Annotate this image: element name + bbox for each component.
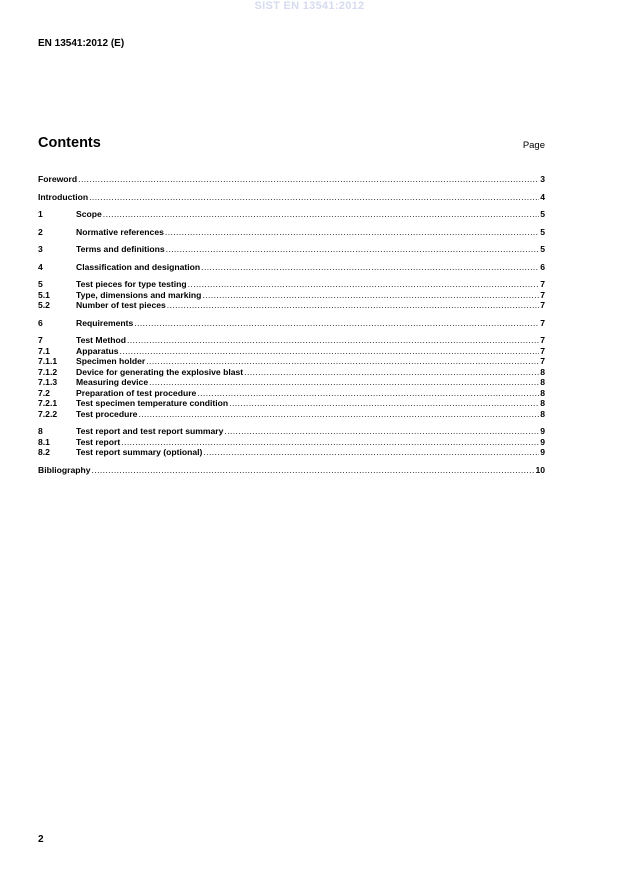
toc-entry-title: Specimen holder <box>76 356 146 366</box>
toc-entry-page: 3 <box>540 174 545 184</box>
toc-entry[interactable] <box>38 426 545 437</box>
toc-entry-page: 7 <box>540 356 545 366</box>
toc-entry-title: Test report summary (optional) <box>76 447 203 457</box>
toc-entry-page: 7 <box>540 317 545 328</box>
toc-dot-leader <box>201 262 539 273</box>
toc-entry[interactable] <box>38 409 545 420</box>
toc-entry[interactable] <box>38 388 545 399</box>
toc-entry-title: Type, dimensions and marking <box>76 289 202 300</box>
toc-entry-title: Test report <box>76 436 121 447</box>
toc-entry-page: 8 <box>540 398 545 408</box>
toc-entry-number: 1 <box>38 209 43 219</box>
toc-entry-number: 8.2 <box>38 447 50 457</box>
toc-entry-title: Bibliography <box>38 464 91 475</box>
toc-dot-leader <box>138 409 539 420</box>
toc-entry-title: Foreword <box>38 174 78 184</box>
toc-dot-leader <box>188 279 540 290</box>
toc-entry-title: Scope <box>76 209 102 219</box>
toc-entry[interactable] <box>38 356 545 367</box>
toc-entry-page: 7 <box>540 335 545 345</box>
toc-entry-page: 5 <box>540 244 545 254</box>
toc-entry-page: 9 <box>540 447 545 457</box>
toc-entry-title: Measuring device <box>76 377 149 387</box>
toc-dot-leader <box>197 388 539 399</box>
contents-title: Contents <box>38 135 101 151</box>
toc-entry[interactable] <box>38 346 545 357</box>
toc-entry-number: 5 <box>38 279 43 289</box>
toc-dot-leader <box>203 447 539 458</box>
toc-entry-page: 4 <box>540 191 545 202</box>
toc-entry-title: Introduction <box>38 191 89 202</box>
toc-entry[interactable] <box>38 377 545 388</box>
toc-entry-title: Classification and designation <box>76 261 201 272</box>
toc-dot-leader <box>89 192 539 203</box>
toc-entry[interactable] <box>38 174 545 185</box>
toc-entry-page: 7 <box>540 289 545 300</box>
toc-entry-page: 9 <box>540 436 545 447</box>
toc-entry-title: Requirements <box>76 317 134 328</box>
toc-entry-title: Device for generating the explosive blast <box>76 366 244 377</box>
toc-entry-title: Test Method <box>76 335 126 345</box>
toc-entry-number: 7.2.2 <box>38 408 58 419</box>
toc-entry-number: 3 <box>38 244 43 254</box>
toc-entry-number: 5.2 <box>38 300 50 310</box>
toc-entry-page: 8 <box>540 408 545 419</box>
toc-dot-leader <box>224 426 539 437</box>
toc-dot-leader <box>202 290 539 301</box>
toc-entry[interactable] <box>38 335 545 346</box>
toc-dot-leader <box>120 346 540 357</box>
toc-entry[interactable] <box>38 398 545 409</box>
toc-dot-leader <box>146 356 539 367</box>
toc-entry-page: 7 <box>540 279 545 289</box>
toc-entry-title: Normative references <box>76 226 164 237</box>
toc-entry-page: 7 <box>540 300 545 310</box>
toc-entry-title: Preparation of test procedure <box>76 387 197 398</box>
toc-entry[interactable] <box>38 209 545 220</box>
toc-entry[interactable] <box>38 437 545 448</box>
toc-entry[interactable] <box>38 192 545 203</box>
toc-entry-number: 8.1 <box>38 436 50 447</box>
toc-entry-number: 7.2 <box>38 387 50 398</box>
toc-entry-page: 9 <box>540 426 545 436</box>
toc-entry-title: Test specimen temperature condition <box>76 398 229 408</box>
toc-entry-page: 8 <box>540 377 545 387</box>
toc-dot-leader <box>127 335 539 346</box>
toc-entry-page: 7 <box>540 345 545 356</box>
table-of-contents <box>38 174 545 475</box>
toc-entry-page: 8 <box>540 387 545 398</box>
toc-entry-number: 8 <box>38 426 43 436</box>
toc-entry-number: 7.1 <box>38 345 50 356</box>
toc-dot-leader <box>166 244 540 255</box>
toc-entry-page: 5 <box>540 209 545 219</box>
toc-entry-page: 6 <box>540 261 545 272</box>
toc-entry[interactable] <box>38 465 545 476</box>
page-number: 2 <box>38 834 44 845</box>
toc-entry-title: Test procedure <box>76 408 138 419</box>
toc-entry[interactable] <box>38 262 545 273</box>
toc-entry-number: 7.1.2 <box>38 366 58 377</box>
toc-dot-leader <box>134 318 539 329</box>
toc-entry[interactable] <box>38 318 545 329</box>
toc-entry-number: 7.1.3 <box>38 377 58 387</box>
toc-entry[interactable] <box>38 300 545 311</box>
toc-entry-page: 10 <box>535 464 545 475</box>
toc-entry-title: Test pieces for type testing <box>76 279 187 289</box>
toc-dot-leader <box>121 437 539 448</box>
toc-entry-page: 8 <box>540 366 545 377</box>
toc-entry[interactable] <box>38 290 545 301</box>
toc-dot-leader <box>149 377 539 388</box>
watermark: SIST EN 13541:2012 <box>254 0 365 12</box>
toc-entry-number: 2 <box>38 226 43 237</box>
page-column-heading: Page <box>522 140 545 151</box>
toc-entry[interactable] <box>38 279 545 290</box>
toc-dot-leader <box>229 398 539 409</box>
toc-entry-page: 5 <box>540 226 545 237</box>
toc-dot-leader <box>244 367 539 378</box>
toc-entry-number: 7 <box>38 335 43 345</box>
toc-dot-leader <box>165 227 539 238</box>
toc-entry-number: 4 <box>38 261 43 272</box>
toc-entry-title: Test report and test report summary <box>76 426 224 436</box>
toc-dot-leader <box>103 209 539 220</box>
toc-entry[interactable] <box>38 244 545 255</box>
toc-dot-leader <box>167 300 539 311</box>
toc-entry-title: Apparatus <box>76 345 119 356</box>
toc-entry-number: 7.1.1 <box>38 356 58 366</box>
toc-entry-number: 5.1 <box>38 289 50 300</box>
document-id: EN 13541:2012 (E) <box>38 38 125 49</box>
toc-entry[interactable] <box>38 447 545 458</box>
toc-entry-number: 7.2.1 <box>38 398 58 408</box>
toc-entry[interactable] <box>38 227 545 238</box>
toc-dot-leader <box>92 465 535 476</box>
toc-entry[interactable] <box>38 367 545 378</box>
toc-dot-leader <box>78 174 539 185</box>
toc-entry-title: Number of test pieces <box>76 300 166 310</box>
toc-entry-number: 6 <box>38 317 43 328</box>
toc-entry-title: Terms and definitions <box>76 244 165 254</box>
